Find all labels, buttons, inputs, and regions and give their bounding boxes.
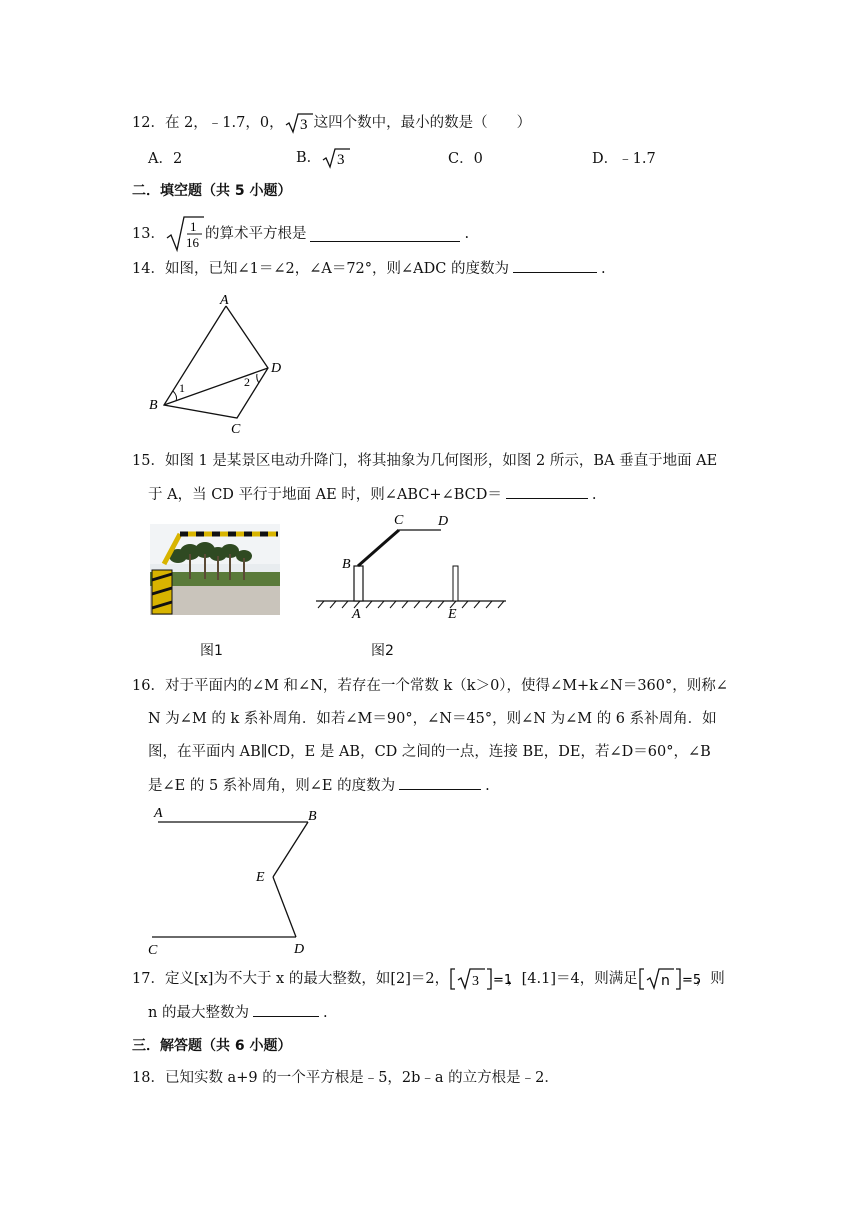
gate-photo xyxy=(150,524,280,615)
sqrt-fraction xyxy=(165,216,205,252)
answer-blank[interactable] xyxy=(399,775,481,790)
answer-blank[interactable] xyxy=(513,258,597,273)
figure-1-caption: 图1 xyxy=(200,643,223,659)
svg-text:1: 1 xyxy=(189,219,197,234)
q15-line2: 于 A，当 CD 平行于地面 AE 时，则∠ABC+∠BCD＝ . xyxy=(148,484,597,505)
q15-line1: 15．如图 1 是某景区电动升降门，将其抽象为几何图形，如图 2 所示，BA 垂直于地面 AE xyxy=(132,453,718,469)
label-c: C xyxy=(394,513,404,528)
answer-blank[interactable] xyxy=(253,1002,319,1017)
label-e: E xyxy=(448,607,457,622)
q12-stem: 12．在 2，﹣1.7，0， 3 这四个数中，最小的数是（ ） xyxy=(132,112,531,134)
q16-line3: 图，在平面内 AB∥CD，E 是 AB，CD 之间的一点，连接 BE，DE，若∠D＝60°，∠B xyxy=(148,744,711,760)
answer-blank[interactable] xyxy=(310,227,460,242)
q16-line2: N 为∠M 的 k 系补周角．如若∠M＝90°，∠N＝45°，则∠N 为∠M 的 6 系补周角．如 xyxy=(148,711,717,727)
q12-option-a: A．2 xyxy=(148,151,183,167)
angle-1-label: 1 xyxy=(179,381,185,395)
figure-2-caption: 图2 xyxy=(371,643,394,659)
question-number: 16． xyxy=(132,678,165,694)
svg-text:3: 3 xyxy=(299,117,308,133)
q16-figure xyxy=(140,800,320,960)
question-number: 14． xyxy=(132,261,165,277)
svg-text:3: 3 xyxy=(337,152,345,168)
floor-sqrt-3 xyxy=(449,966,513,992)
sqrt-3 xyxy=(321,147,351,169)
q16-line4: 是∠E 的 5 系补周角，则∠E 的度数为 . xyxy=(148,775,490,796)
answer-blank[interactable] xyxy=(506,484,588,499)
q17-line2: n 的最大整数为 . xyxy=(148,1002,328,1023)
svg-text:=1: =1 xyxy=(493,973,513,988)
svg-text:16: 16 xyxy=(185,235,199,250)
label-d: D xyxy=(271,361,282,376)
angle-2-label: 2 xyxy=(244,375,250,389)
label-a: A xyxy=(352,607,361,622)
question-number: 17． xyxy=(132,971,165,987)
section-heading: 三．解答题（共 6 小题） xyxy=(132,1038,292,1054)
svg-text:n: n xyxy=(660,973,670,989)
q12-option-c: C．0 xyxy=(448,151,483,167)
question-number: 13． xyxy=(132,226,165,242)
q14-stem: 14．如图，已知∠1＝∠2，∠A＝72°，则∠ADC 的度数为 . xyxy=(132,258,606,279)
q13-stem: 13． 1 16 的算术平方根是 . xyxy=(132,216,469,252)
label-b: B xyxy=(308,809,317,824)
label-c: C xyxy=(148,943,158,958)
svg-text:3: 3 xyxy=(472,974,480,989)
floor-sqrt-n xyxy=(638,966,701,992)
q17-line1: 17．定义[x]为不大于 x 的最大整数，如[2]＝2， 3 =1 ，[4.1]＝4，则满足 n =5 ，则 xyxy=(132,966,725,994)
label-e: E xyxy=(256,870,265,885)
question-number: 15． xyxy=(132,453,165,469)
q12-option-b: B． 3 xyxy=(296,146,351,169)
q16-line1: 16．对于平面内的∠M 和∠N，若存在一个常数 k（k＞0），使得∠M+k∠N＝360°，则称∠ xyxy=(132,678,728,694)
label-b: B xyxy=(149,398,158,413)
label-d: D xyxy=(438,514,449,529)
sqrt-3 xyxy=(284,112,314,134)
q18-stem: 18．已知实数 a+9 的一个平方根是﹣5，2b﹣a 的立方根是﹣2． xyxy=(132,1070,559,1086)
label-b: B xyxy=(342,557,351,572)
question-number: 12． xyxy=(132,115,165,131)
q12-option-d: D．﹣1.7 xyxy=(592,151,656,167)
label-a: A xyxy=(154,806,163,821)
q14-figure xyxy=(140,288,300,438)
label-a: A xyxy=(220,293,229,308)
svg-text:=5: =5 xyxy=(681,973,701,988)
label-d: D xyxy=(294,942,305,957)
question-number: 18． xyxy=(132,1070,165,1086)
q15-figure-2 xyxy=(310,510,510,622)
label-c: C xyxy=(231,422,241,437)
section-heading: 二．填空题（共 5 小题） xyxy=(132,183,292,199)
